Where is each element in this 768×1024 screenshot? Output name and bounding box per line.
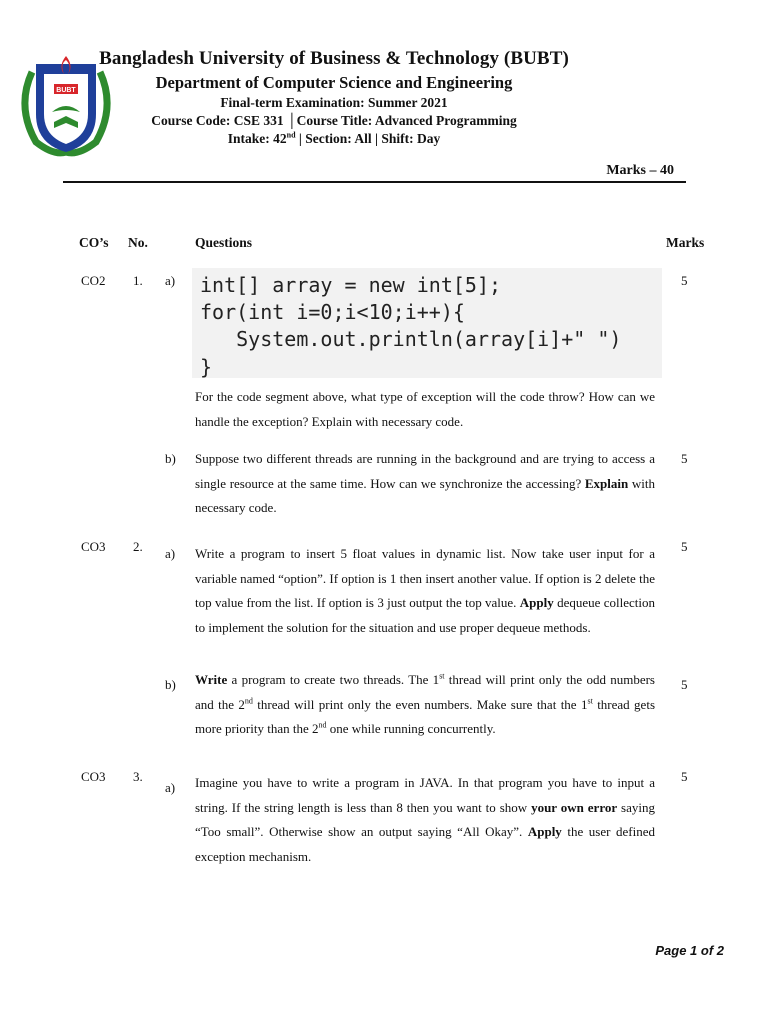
university-name: Bangladesh University of Business & Technology (BUBT) — [99, 48, 569, 69]
q1-number: 1. — [133, 273, 143, 288]
q2-number: 2. — [133, 539, 143, 554]
department-name: Department of Computer Science and Engineering — [155, 73, 513, 92]
header-marks: Marks — [666, 235, 705, 250]
q2a-text: Write a program to insert 5 float values in dynamic list. Now take user input for a variable named “option”. If option is 1 then insert another value. If option is 2 delete the top value from the list. If option is 3 just output the top value. Apply dequeue collection to implement the solution for the situation and use proper dequeue methods. — [195, 546, 655, 635]
q2a-label: a) — [165, 546, 176, 561]
q3-co: CO3 — [81, 769, 106, 784]
code-snippet — [192, 268, 662, 378]
q2a-marks: 5 — [681, 539, 688, 554]
q1a-marks: 5 — [681, 273, 688, 288]
svg-text:BUBT: BUBT — [56, 87, 76, 94]
q1b-text: Suppose two different threads are running in the background and are trying to access a single resource at the same time. How can we synchronize the accessing? Explain with necessary code. — [195, 451, 655, 516]
q1a-label: a) — [165, 273, 176, 288]
header-cos: CO’s — [79, 235, 109, 250]
header-no: No. — [128, 235, 148, 250]
q1-co: CO2 — [81, 273, 106, 288]
q2-co: CO3 — [81, 539, 106, 554]
course-info: Course Code: CSE 331 │Course Title: Advanced Programming — [151, 113, 517, 128]
page-number: Page 1 of 2 — [655, 943, 724, 958]
code-text: int[] array = new int[5]; for(int i=0;i<10;i++){ System.out.println(array[i]+" ") } — [200, 273, 622, 379]
exam-title: Final-term Examination: Summer 2021 — [220, 95, 448, 110]
q2b-text: Write a program to create two threads. The 1st thread will print only the odd numbers and the 2nd thread will print only the even numbers. Make sure that the 1st thread gets more priority than the 2nd one while running concurrently. — [195, 671, 655, 737]
intake-info: Intake: 42nd | Section: All | Shift: Day — [227, 130, 441, 146]
q1b-marks: 5 — [681, 451, 688, 466]
total-marks: Marks – 40 — [606, 163, 674, 178]
header-divider — [63, 181, 686, 183]
q3a-label: a) — [165, 780, 176, 795]
q3a-marks: 5 — [681, 769, 688, 784]
q1a-text: For the code segment above, what type of exception will the code throw? How can we handle the exception? Explain with necessary code. — [195, 389, 655, 429]
q2b-marks: 5 — [681, 677, 688, 692]
q1b-label: b) — [165, 451, 176, 466]
header-questions: Questions — [195, 235, 253, 250]
q3a-text: Imagine you have to write a program in JAVA. In that program you have to input a string. If the string length is less than 8 then you want to show your own error saying “Too small”. Otherwise show an output saying “All Okay”. Apply the user defined exception mechanism. — [195, 775, 655, 864]
q3-number: 3. — [133, 769, 143, 784]
q2b-label: b) — [165, 677, 176, 692]
